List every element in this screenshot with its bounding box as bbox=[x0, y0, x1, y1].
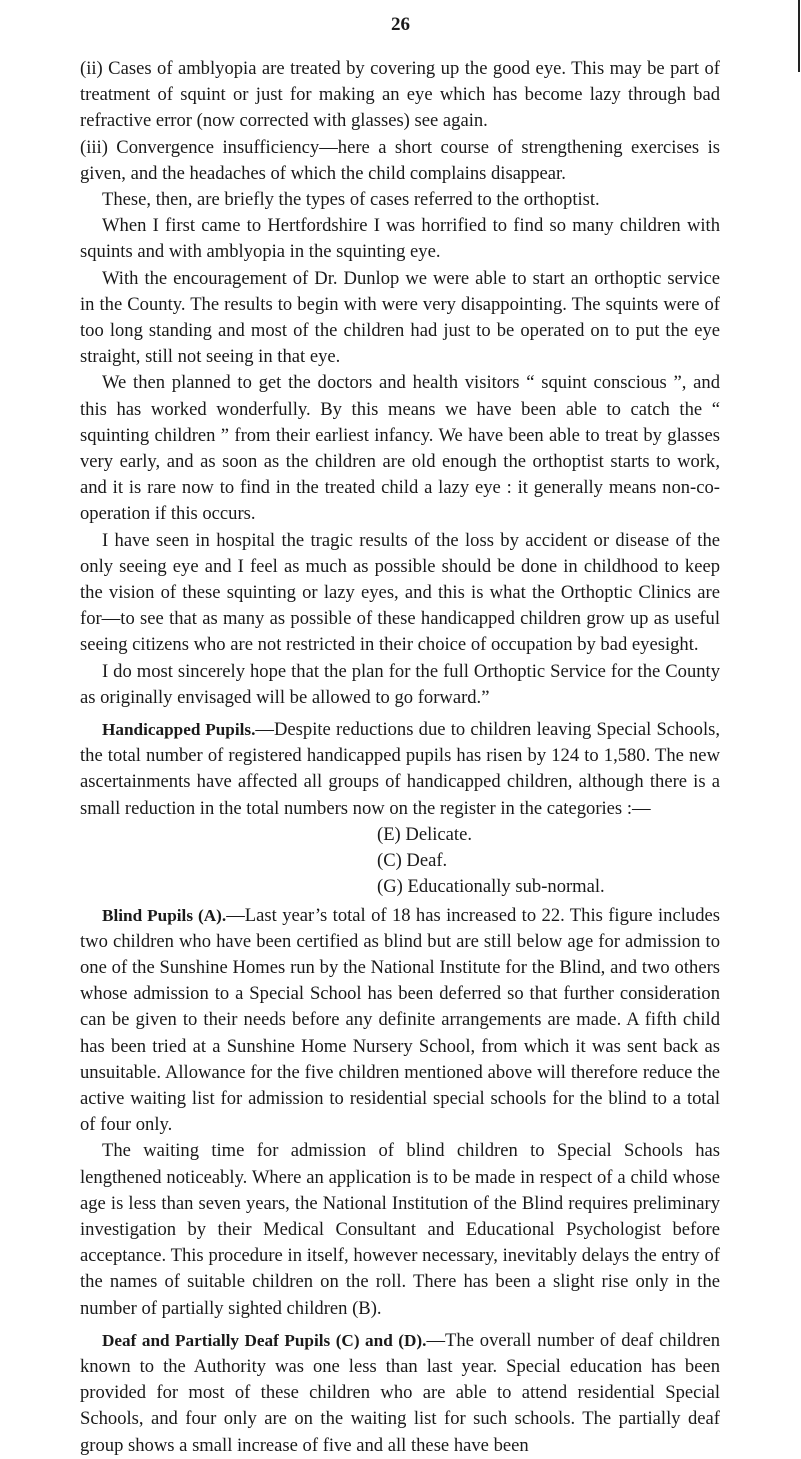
category-item: (C) Deaf. bbox=[377, 850, 448, 872]
orthoptist-item-ii: (ii) Cases of amblyopia are treated by covering up the good eye. This may be part of treatment of squint or just for making an eye which has become lazy through bad refractive error (now corrected with glasses) see again. bbox=[80, 58, 720, 132]
category-item: (G) Educationally sub-normal. bbox=[377, 876, 605, 898]
handicapped-category-list bbox=[80, 822, 720, 901]
page-edge-line bbox=[798, 0, 800, 72]
orthoptist-item-iii: (iii) Convergence insufficiency—here a short course of strengthening exercises is given, and the headaches of which the child complains disappear. bbox=[80, 136, 720, 184]
blind-pupils-text: —Last year’s total of 18 has increased to 22. This figure includes two children who have been certified as blind but are still below age for admission to one of the Sunshine Homes run by the National Institute for the Blind, and two others whose admission to a Special School has been deferred so that further consideration can be given to their needs before any definite arrangements are made. A fifth child has been tried at a Sunshine Home Nursery School, from which it was sent back as unsuitable. Allowance for the five children mentioned above will therefore reduce the active waiting list for admission to residential special schools for the blind to a total of four only. bbox=[80, 904, 720, 1136]
orthoptist-paragraph-planned: We then planned to get the doctors and health visitors “ squint conscious ”, and this has worked wonderfully. By this means we have been able to catch the “ squinting children ” from their earliest infancy. We have been able to treat by glasses very early, and as soon as the children are old enough the orthoptist starts to work, and it is rare now to find in the treated child a lazy eye : it generally means non-co-operation if this occurs. bbox=[80, 372, 720, 525]
blind-pupils-section bbox=[80, 903, 720, 1139]
orthoptist-paragraph-hospital: I have seen in hospital the tragic results of the loss by accident or disease of the only seeing eye and I feel as much as possible should be done in childhood to keep the vision of these squinting or lazy eyes, and this is what the Orthoptic Clinics are for—to see that as many as possible of these handicapped children grow up as useful seeing citizens who are not restricted in their choice of occupation by bad eyesight. bbox=[80, 529, 720, 656]
handicapped-pupils-heading: Handicapped Pupils. bbox=[102, 720, 256, 740]
category-item: (E) Delicate. bbox=[377, 823, 472, 845]
page-number: 26 bbox=[391, 14, 410, 35]
handicapped-pupils-text: —Despite reductions due to children leaving Special Schools, the total number of registered handicapped pupils has risen by 124 to 1,580. The new ascertainments have affected all groups of handicapped children, although there is a small reduction in the total numbers now on the register in the categories :— bbox=[80, 719, 720, 819]
deaf-pupils-heading: Deaf and Partially Deaf Pupils (C) and (D). bbox=[102, 1330, 427, 1350]
document-body bbox=[80, 56, 720, 1459]
orthoptist-paragraph-hope: I do most sincerely hope that the plan for the full Orthoptic Service for the County as originally envisaged will be allowed to go forward.” bbox=[80, 660, 720, 708]
deaf-pupils-text: —The overall number of deaf children known to the Authority was one less than last year. Special education has been provided for most of these children who are able to attend residential Special Schools, and four only are on the waiting list for such schools. The partially deaf group shows a small increase of five and all these have been bbox=[80, 1329, 720, 1456]
orthoptist-paragraph-encouragement: With the encouragement of Dr. Dunlop we were able to start an orthoptic service in the County. The results to begin with were very disappointing. The squints were of too long standing and most of the children had just to be operated on to put the eye straight, still not seeing in that eye. bbox=[80, 267, 720, 368]
deaf-pupils-section bbox=[80, 1328, 720, 1459]
orthoptist-paragraph-hertfordshire: When I first came to Hertfordshire I was horrified to find so many children with squints and with amblyopia in the squinting eye. bbox=[80, 215, 720, 263]
blind-waiting-time-paragraph: The waiting time for admission of blind children to Special Schools has lengthened noticeably. Where an application is to be made in respect of a child whose age is less than seven years, the National Institution of the Blind requires preliminary investigation by their Medical Consultant and Educational Psychologist before acceptance. This procedure in itself, however necessary, inevitably delays the entry of the names of suitable children on the roll. There has been a slight rise only in the number of partially sighted children (B). bbox=[80, 1140, 720, 1319]
handicapped-pupils-section bbox=[80, 717, 720, 822]
orthoptist-paragraph-types: These, then, are briefly the types of cases referred to the orthoptist. bbox=[102, 189, 600, 211]
blind-pupils-heading: Blind Pupils (A). bbox=[102, 905, 227, 925]
